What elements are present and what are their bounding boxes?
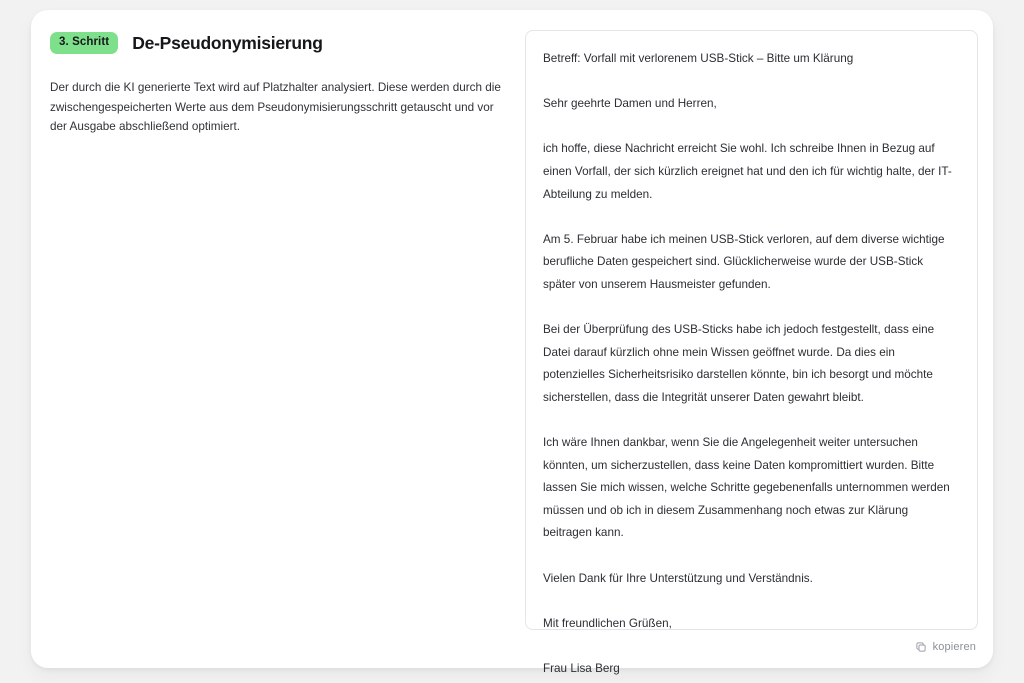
page-title: De-Pseudonymisierung [132, 32, 323, 53]
output-paragraph: Bei der Überprüfung des USB-Sticks habe ich jedoch festgestellt, dass eine Datei darauf kürzlich ohne mein Wissen geöffnet wurde. Da dies ein potenzielles Sicherheitsrisiko darstellen könnte, bin ich besorgt und möchte sicherstellen, dass die Integrität unserer Daten gewahrt bleibt. [543, 323, 935, 404]
output-paragraph: Ich wäre Ihnen dankbar, wenn Sie die Angelegenheit weiter untersuchen könnten, um sicherzustellen, dass keine Daten kompromittiert wurden. Bitte lassen Sie mich wissen, welche Schritte gegebenenfalls unternommen werden müssen und ob ich in diesem Zusammenhang noch etwas zur Klärung beitragen kann. [543, 436, 950, 540]
copy-icon [915, 641, 927, 653]
output-paragraph: Am 5. Februar habe ich meinen USB-Stick verloren, auf dem diverse wichtige berufliche Daten gespeichert sind. Glücklicherweise wurde der USB-Stick später von unserem Hausmeister gefunden. [543, 232, 945, 291]
output-paragraph: Mit freundlichen Grüßen, [543, 616, 672, 630]
output-paragraph: ich hoffe, diese Nachricht erreicht Sie wohl. Ich schreibe Ihnen in Bezug auf einen Vorfall, der sich kürzlich ereignet hat und den ich für wichtig halte, der IT-Abteilung zu melden. [543, 142, 952, 201]
copy-button[interactable] [913, 638, 978, 656]
output-paragraph: Vielen Dank für Ihre Unterstützung und Verständnis. [543, 571, 813, 585]
step-card [31, 10, 993, 676]
output-paragraph: Sehr geehrte Damen und Herren, [543, 97, 717, 111]
step-badge: 3. Schritt [50, 32, 118, 55]
output-paragraph: Frau Lisa Berg [543, 662, 620, 676]
copy-action-row [525, 638, 978, 656]
output-paragraph: Betreff: Vorfall mit verlorenem USB-Stick – Bitte um Klärung [543, 52, 854, 65]
step-description: Der durch die KI generierte Text wird auf Platzhalter analysiert. Diese werden durch die zwischengespeicherten Werte aus dem Pseudonymisierungsschritt getauscht und vor der Ausgabe abschließend optimiert. [50, 81, 501, 133]
step-header [50, 30, 520, 56]
copy-button-label: kopieren [932, 640, 976, 653]
step-info-panel [50, 30, 520, 137]
